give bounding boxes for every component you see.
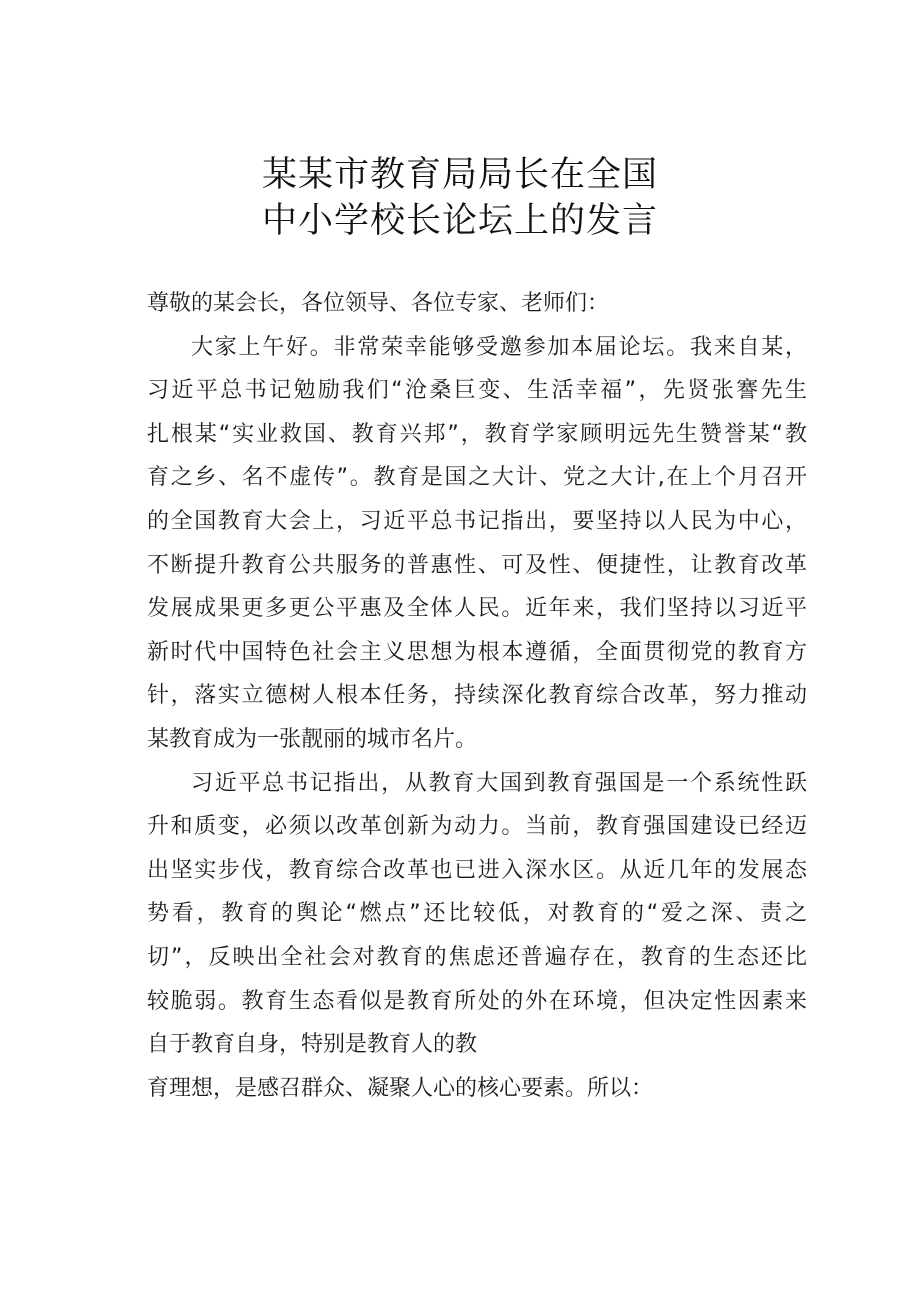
paragraph-1-line: 针，落实立德树人根本任务，持续深化教育综合改革，努力推动: [147, 683, 807, 709]
paragraph-2-line: 切”，反映出全社会对教育的焦虑还普遍存在，教育的生态还比: [147, 944, 807, 970]
title-line-2: 中小学校长论坛上的发言: [261, 201, 658, 241]
paragraph-2-line: 升和质变，必须以改革创新为动力。当前，教育强国建设已经迈: [147, 814, 807, 840]
paragraph-2-line: 自于教育自身，特别是教育人的教: [147, 1032, 478, 1058]
paragraph-1-line: 新时代中国特色社会主义思想为根本遵循，全面贯彻党的教育方: [147, 639, 807, 665]
paragraph-1-line: 发展成果更多更公平惠及全体人民。近年来，我们坚持以习近平: [147, 596, 807, 622]
document-body: [147, 282, 807, 1110]
document-title: [0, 152, 920, 244]
paragraph-1-line: 育之乡、名不虚传”。教育是国之大计、党之大计,在上个月召开: [147, 465, 807, 491]
paragraph-2-line: 较脆弱。教育生态看似是教育所处的外在环境，但决定性因素来: [147, 988, 807, 1014]
salutation: 尊敬的某会长，各位领导、各位专家、老师们：: [147, 291, 610, 316]
paragraph-2-line: 出坚实步伐，教育综合改革也已进入深水区。从近几年的发展态: [147, 857, 807, 883]
paragraph-1-line: 某教育成为一张靓丽的城市名片。: [147, 726, 478, 752]
paragraph-1-line: 习近平总书记勉励我们“沧桑巨变、生活幸福”，先贤张謇先生: [147, 378, 807, 404]
paragraph-2-line: 习近平总书记指出，从教育大国到教育强国是一个系统性跃: [191, 770, 807, 796]
paragraph-2-line: 育理想，是感召群众、凝聚人心的核心要素。所以：: [147, 1075, 654, 1101]
paragraph-1-line: 扎根某“实业救国、教育兴邦”，教育学家顾明远先生赞誉某“教: [147, 421, 807, 447]
title-line-1: 某某市教育局局长在全国: [261, 155, 658, 195]
paragraph-1-line: 不断提升教育公共服务的普惠性、可及性、便捷性，让教育改革: [147, 552, 807, 578]
paragraph-1-line: 大家上午好。非常荣幸能够受邀参加本届论坛。我来自某，: [191, 334, 807, 360]
paragraph-2-line: 势看，教育的舆论“燃点”还比较低，对教育的“爱之深、责之: [147, 901, 807, 927]
paragraph-1-line: 的全国教育大会上，习近平总书记指出，要坚持以人民为中心，: [147, 508, 807, 534]
